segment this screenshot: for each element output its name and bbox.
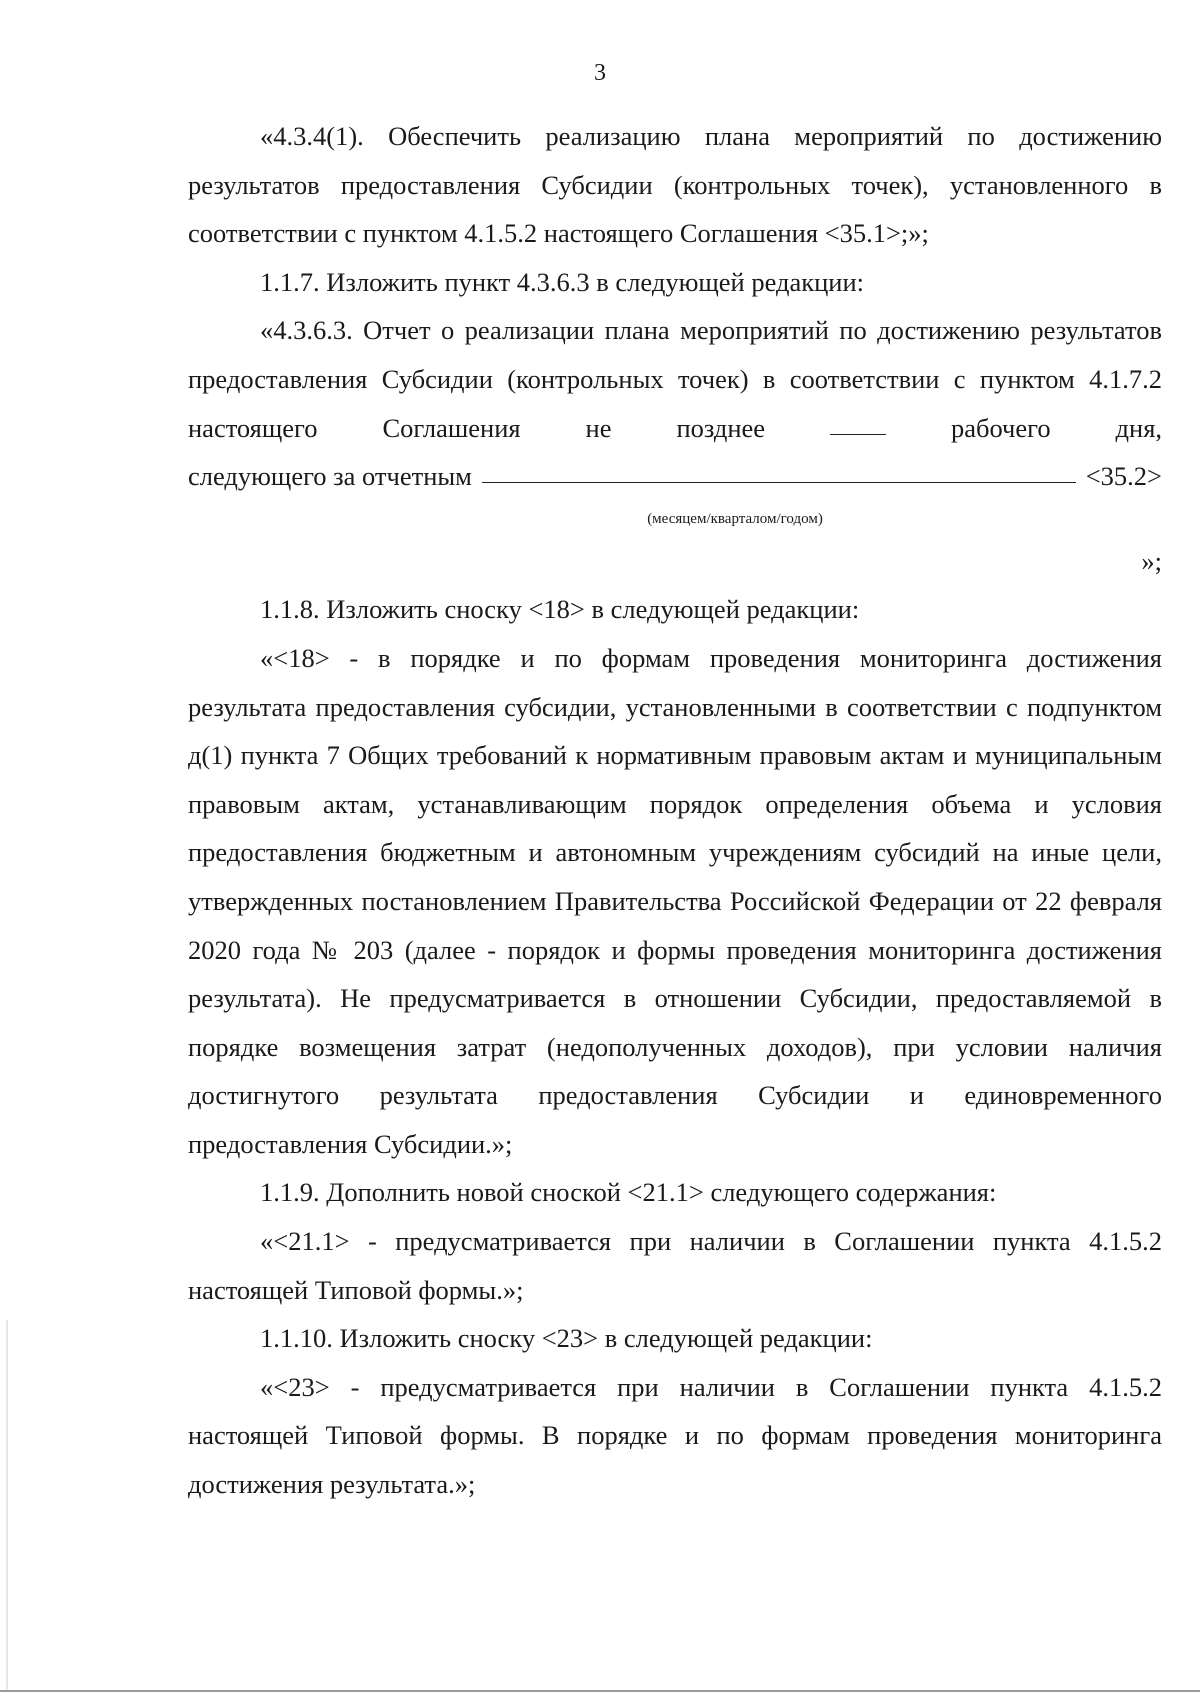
reporting-period-caption: (месяцем/кварталом/годом) <box>647 510 823 527</box>
footnote-18-text: «<18> - в порядке и по формам проведения мониторинга достижения результата предоставления субсидии, установленными в соответствии с подпунктом д(1) пункта 7 Общих требований к нормативным правовым актам и муниципальным правовым актам, устанавливающим порядок определения объема и условия предоставления бюджетным и автономным учреждениям субсидий на иные цели, утвержденных постановлением Правительства Российской Федерации от 22 февраля 2020 года № 203 (далее - порядок и формы проведения мониторинга достижения результата). Не предусматривается в отношении Субсидии, предоставляемой в порядке возмещения затрат (недополученных доходов), при условии наличия достигнутого результата предоставления Субсидии и единовременного предоставления Субсидии.»; <box>188 642 1162 1159</box>
footnote-23-text: «<23> - предусматривается при наличии в Соглашении пункта 4.1.5.2 настоящей Типовой формы. В порядке и по формам проведения мониторинга достижения результата.»; <box>188 1371 1162 1500</box>
paragraph-4-3-6-3 <box>188 306 1162 585</box>
report-deadline-text-start: «4.3.6.3. Отчет о реализации плана мероприятий по достижению результатов предоставления Субсидии (контрольных точек) в соответствии с пунктом 4.1.7.2 настоящего Соглашения не позднее <box>188 315 1162 443</box>
scan-bottom-edge <box>0 1690 1200 1692</box>
footnote-21-1-text: «<21.1> - предусматривается при наличии в Соглашении пункта 4.1.5.2 настоящей Типовой формы.»; <box>188 1226 1162 1305</box>
reporting-period-label: следующего за отчетным <box>188 461 472 492</box>
document-body <box>188 112 1162 1509</box>
report-deadline-text-end: рабочего дня, <box>950 412 1163 443</box>
reporting-period-line <box>188 452 1162 501</box>
reporting-period-blank[interactable] <box>482 481 1076 483</box>
report-deadline-text <box>188 306 1162 452</box>
page-number: 3 <box>594 60 606 86</box>
paragraph-1-1-9: 1.1.9. Дополнить новой сноской <21.1> следующего содержания: <box>260 1177 997 1208</box>
footnote-ref-35-2: <35.2> <box>1085 461 1162 492</box>
paragraph-4-3-4-1: «4.3.4(1). Обеспечить реализацию плана мероприятий по достижению результатов предоставления Субсидии (контрольных точек), установленного в соответствии с пунктом 4.1.5.2 настоящего Соглашения <35.1>;»; <box>188 121 1162 249</box>
paragraph-1-1-8: 1.1.8. Изложить сноску <18> в следующей редакции: <box>260 594 860 625</box>
scan-edge-shadow <box>6 1320 8 1690</box>
closing-quote: »; <box>1141 545 1162 576</box>
paragraph-1-1-10: 1.1.10. Изложить сноску <23> в следующей редакции: <box>260 1323 873 1354</box>
working-day-blank[interactable] <box>830 433 886 435</box>
paragraph-1-1-7: 1.1.7. Изложить пункт 4.3.6.3 в следующей редакции: <box>260 266 865 297</box>
